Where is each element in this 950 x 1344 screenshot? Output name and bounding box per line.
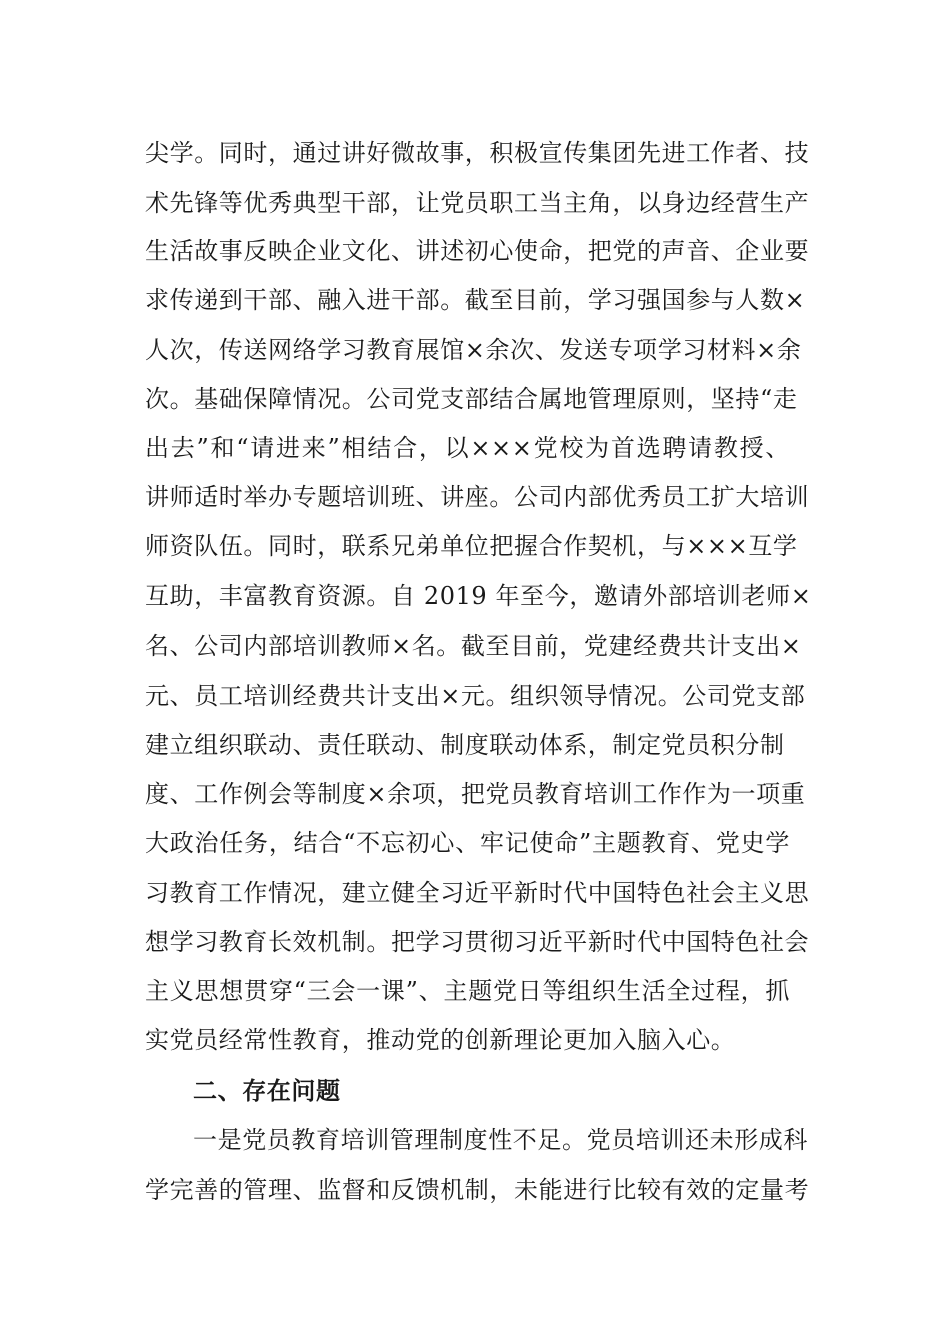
- paragraph-line: 度、工作例会等制度×余项，把党员教育培训工作作为一项重: [145, 780, 806, 808]
- paragraph-line: 术先锋等优秀典型干部，让党员职工当主角，以身边经营生产: [145, 189, 810, 217]
- paragraph-line: 学完善的管理、监督和反馈机制，未能进行比较有效的定量考: [145, 1176, 810, 1204]
- paragraph-line: 互助，丰富教育资源。自 2019 年至今，邀请外部培训老师×: [145, 582, 812, 610]
- paragraph-line: 习教育工作情况，建立健全习近平新时代中国特色社会主义思: [145, 879, 810, 907]
- paragraph-line: 人次，传送网络学习教育展馆×余次、发送专项学习材料×余: [145, 336, 802, 364]
- paragraph-line: 求传递到干部、融入进干部。截至目前，学习强国参与人数×: [145, 286, 806, 314]
- paragraph-line: 想学习教育长效机制。把学习贯彻习近平新时代中国特色社会: [145, 928, 810, 956]
- paragraph-line: 讲师适时举办专题培训班、讲座。公司内部优秀员工扩大培训: [145, 483, 810, 511]
- paragraph-line: 元、员工培训经费共计支出×元。组织领导情况。公司党支部: [145, 682, 806, 710]
- paragraph-line: 次。基础保障情况。公司党支部结合属地管理原则，坚持“走: [145, 385, 798, 413]
- paragraph-line: 主义思想贯穿“三会一课”、主题党日等组织生活全过程，抓: [145, 977, 790, 1005]
- paragraph-line: 名、公司内部培训教师×名。截至目前，党建经费共计支出×: [145, 632, 802, 660]
- section-heading: 二、存在问题: [193, 1076, 341, 1105]
- paragraph-line: 大政治任务，结合“不忘初心、牢记使命”主题教育、党史学: [145, 829, 790, 857]
- paragraph-line: 生活故事反映企业文化、讲述初心使命，把党的声音、企业要: [145, 237, 810, 265]
- paragraph-line: 一是党员教育培训管理制度性不足。党员培训还未形成科: [193, 1126, 808, 1154]
- paragraph-line: 师资队伍。同时，联系兄弟单位把握合作契机，与×××互学: [145, 532, 798, 560]
- paragraph-line: 建立组织联动、责任联动、制度联动体系，制定党员积分制: [145, 731, 785, 759]
- paragraph-line: 出去”和“请进来”相结合，以×××党校为首选聘请教授、: [145, 434, 790, 462]
- paragraph-line: 实党员经常性教育，推动党的创新理论更加入脑入心。: [145, 1026, 736, 1054]
- paragraph-line: 尖学。同时，通过讲好微故事，积极宣传集团先进工作者、技: [145, 139, 810, 167]
